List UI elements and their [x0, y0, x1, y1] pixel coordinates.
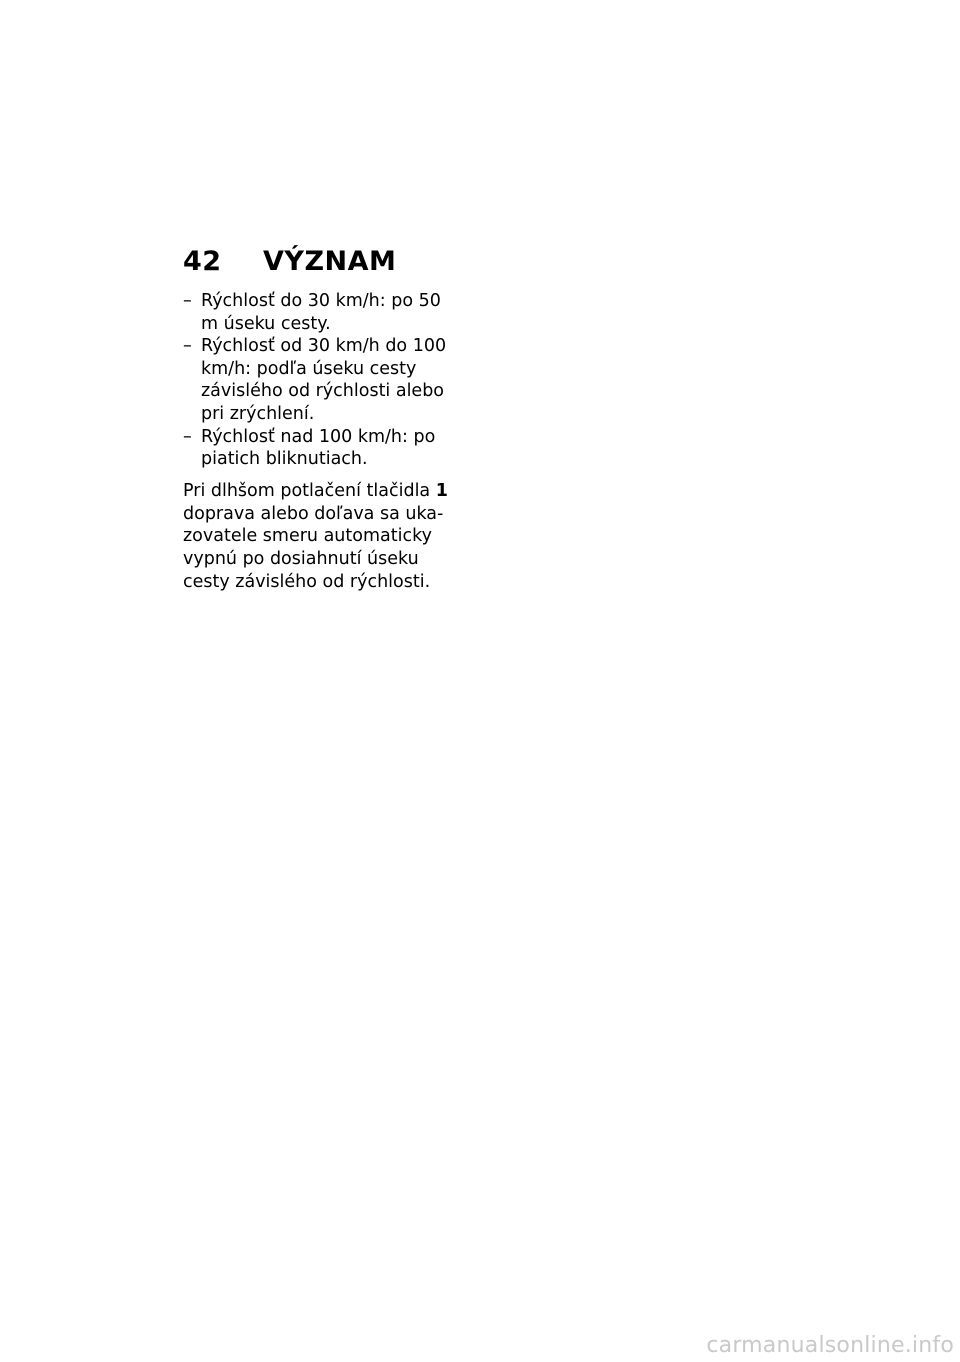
section-title: VÝZNAM	[263, 246, 397, 277]
body-paragraph	[183, 480, 463, 594]
list-item: – Rýchlosť od 30 km/h do 100 km/h: podľa úseku cesty závislého od rýchlosti alebo pri zrýchlení.	[183, 335, 463, 425]
paragraph-text-end: doprava alebo doľava sa ukazovatele smeru automaticky vypnú po dosiahnutí úseku cesty závislého od rýchlosti.	[183, 503, 444, 592]
bullet-list	[183, 290, 463, 471]
page-content	[183, 290, 463, 594]
page-header	[183, 246, 396, 277]
page-number: 42	[183, 246, 222, 277]
button-reference-number: 1	[435, 480, 448, 501]
paragraph-text-start: Pri dlhšom potlačení tlačidla	[183, 480, 436, 501]
list-item: – Rýchlosť nad 100 km/h: po piatich bliknutiach.	[183, 426, 463, 471]
list-item: – Rýchlosť do 30 km/h: po 50 m úseku cesty.	[183, 290, 463, 335]
watermark: carmanualsonline.info	[706, 1333, 954, 1358]
